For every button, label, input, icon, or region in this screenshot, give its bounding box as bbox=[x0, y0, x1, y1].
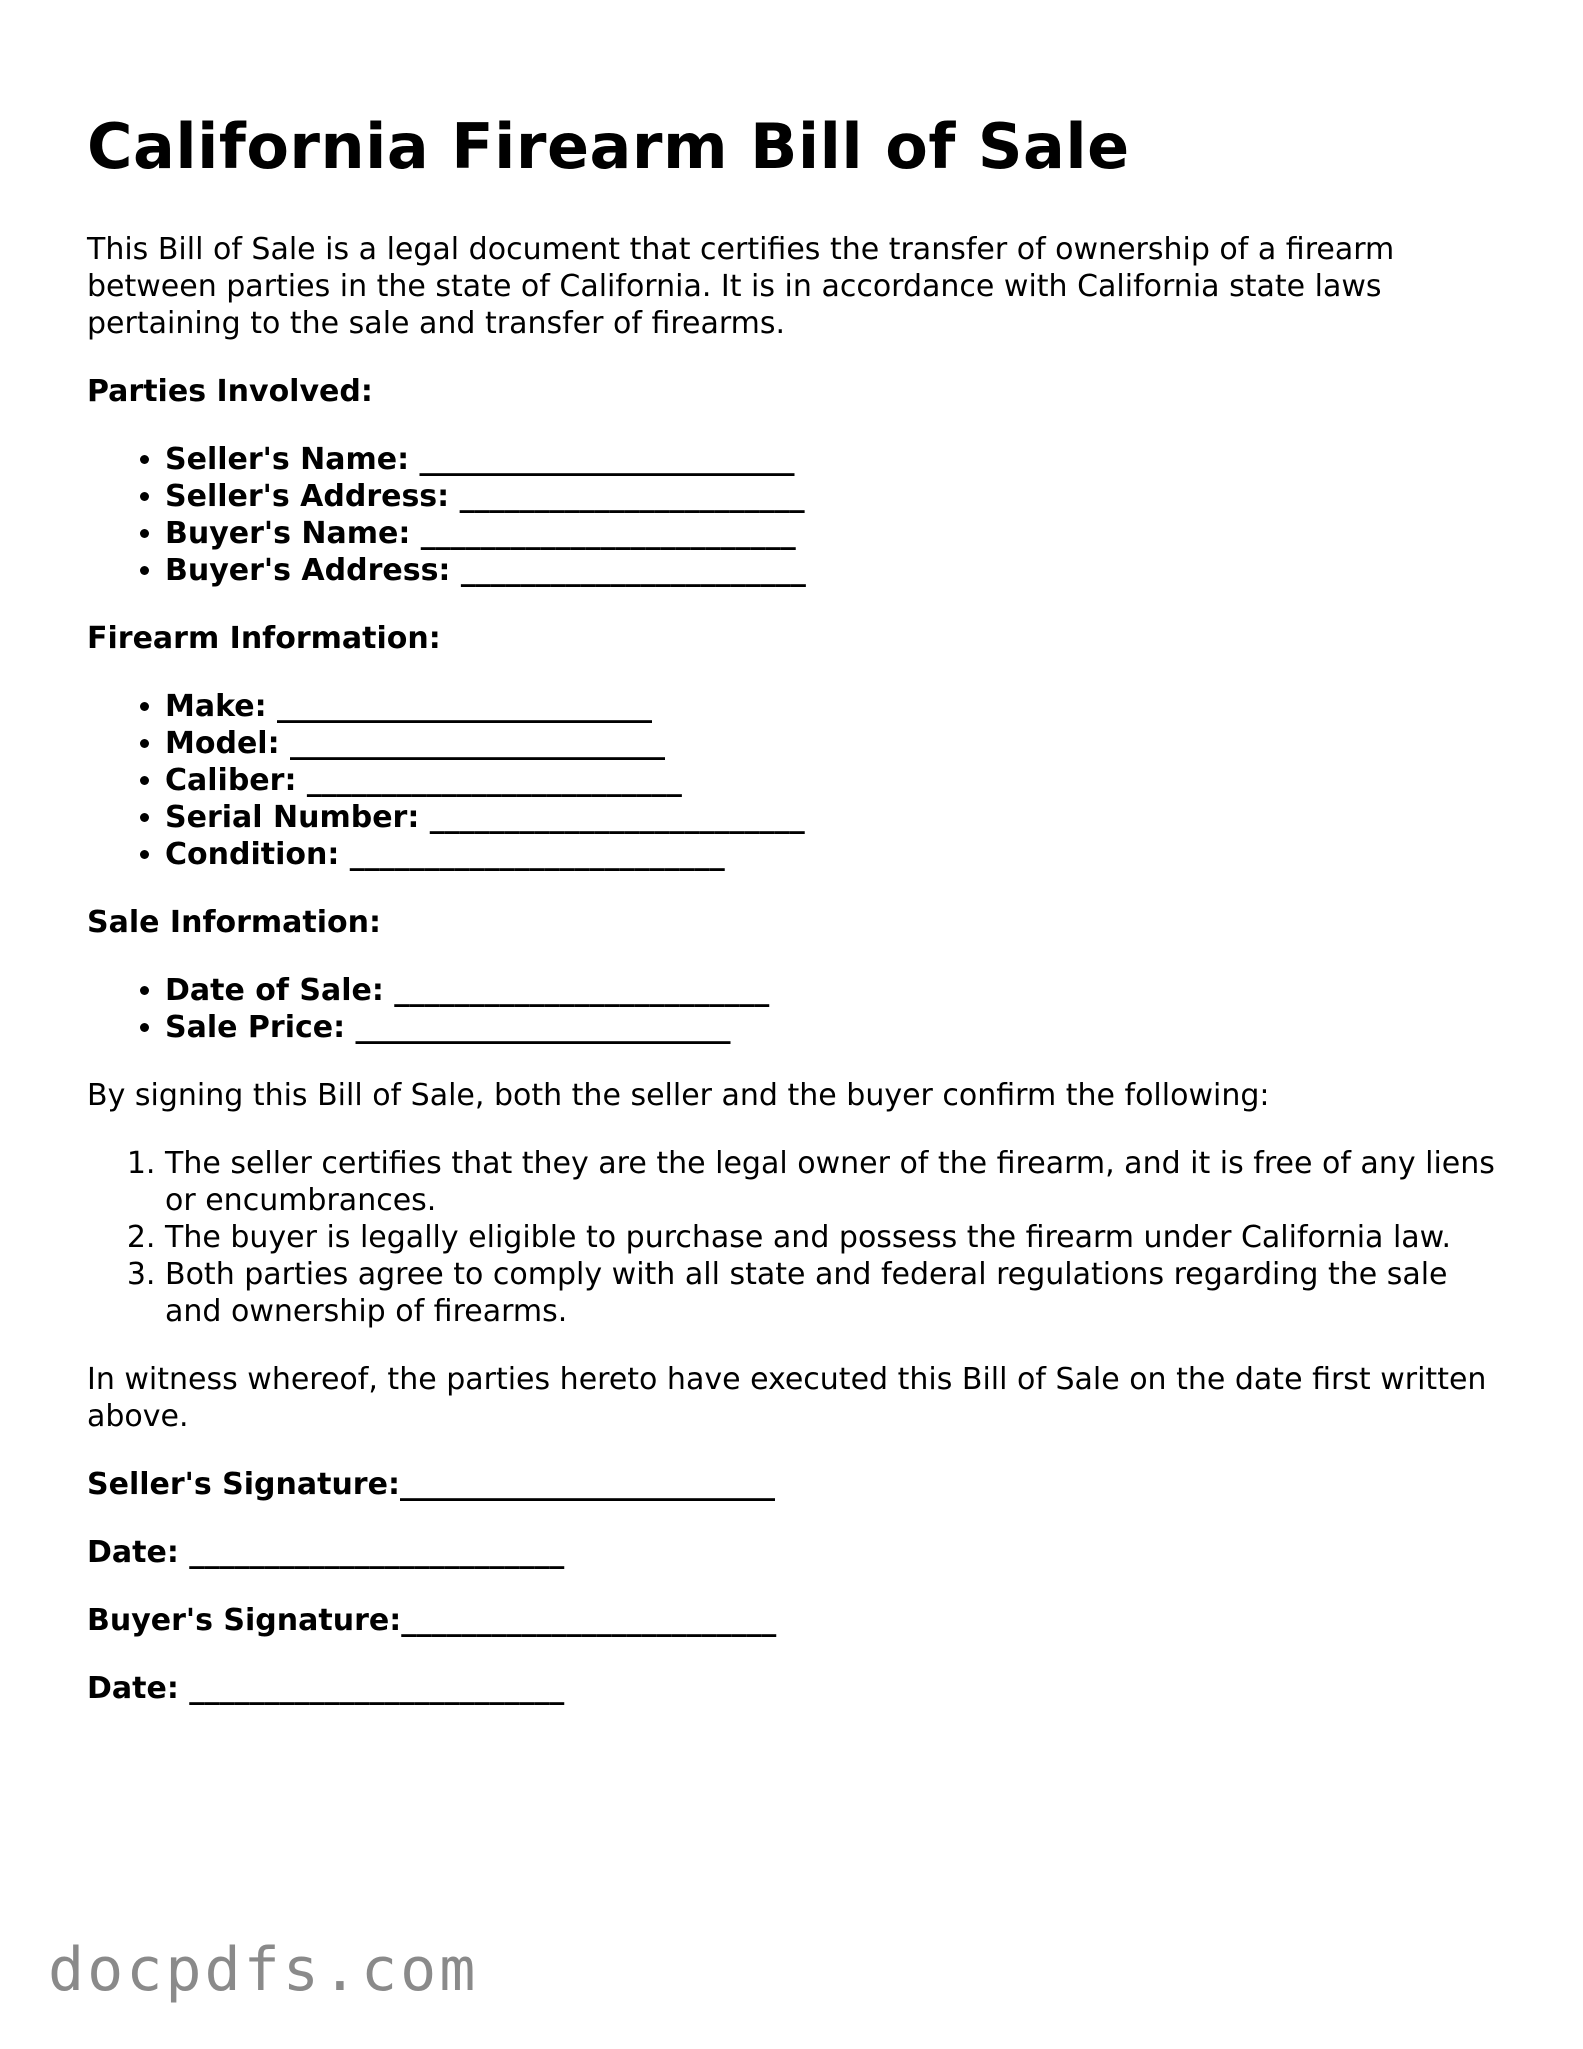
condition-field: • Condition: _________________________ bbox=[165, 836, 1507, 873]
confirm-intro-paragraph: By signing this Bill of Sale, both the seller and the buyer confirm the following: bbox=[87, 1078, 1270, 1113]
confirmation-item: 3. Both parties agree to comply with all state and federal regulations regarding the sale and ownership of firearms. bbox=[165, 1256, 1507, 1330]
seller-name-field: • Seller's Name: _________________________ bbox=[165, 441, 1507, 478]
firearm-heading: Firearm Information: bbox=[87, 621, 441, 656]
parties-list bbox=[87, 441, 1507, 589]
document-title: California Firearm Bill of Sale bbox=[87, 110, 1130, 183]
confirmation-item: 1. The seller certifies that they are the legal owner of the firearm, and it is free of any liens or encumbrances. bbox=[165, 1145, 1507, 1219]
firearm-list bbox=[87, 688, 1507, 873]
model-field: • Model: _________________________ bbox=[165, 725, 1507, 762]
caliber-field: • Caliber: _________________________ bbox=[165, 762, 1507, 799]
buyer-date-line: Date: _________________________ bbox=[87, 1671, 565, 1706]
date-of-sale-field: • Date of Sale: _________________________ bbox=[165, 972, 1507, 1009]
buyer-signature-line: Buyer's Signature:_________________________ bbox=[87, 1603, 777, 1638]
witness-paragraph: In witness whereof, the parties hereto have executed this Bill of Sale on the date first written above. bbox=[87, 1362, 1487, 1434]
watermark: docpdfs.com bbox=[48, 1935, 479, 2005]
sale-heading: Sale Information: bbox=[87, 905, 381, 940]
parties-heading: Parties Involved: bbox=[87, 374, 373, 409]
seller-signature-line: Seller's Signature:_________________________ bbox=[87, 1467, 775, 1502]
confirmation-item: 2. The buyer is legally eligible to purchase and possess the firearm under California law. bbox=[165, 1219, 1507, 1256]
seller-date-line: Date: _________________________ bbox=[87, 1535, 565, 1570]
sale-price-field: • Sale Price: _________________________ bbox=[165, 1009, 1507, 1046]
serial-number-field: • Serial Number: _________________________ bbox=[165, 799, 1507, 836]
buyer-name-field: • Buyer's Name: _________________________ bbox=[165, 515, 1507, 552]
confirmations-list bbox=[87, 1145, 1507, 1330]
intro-paragraph: This Bill of Sale is a legal document that certifies the transfer of ownership of a firearm between parties in the state of California. It is in accordance with California state laws pertaining to the sale and transfer of firearms. bbox=[87, 232, 1395, 341]
seller-address-field: • Seller's Address: _______________________ bbox=[165, 478, 1507, 515]
make-field: • Make: _________________________ bbox=[165, 688, 1507, 725]
sale-list bbox=[87, 972, 1507, 1046]
document-page bbox=[87, 105, 1507, 1738]
buyer-address-field: • Buyer's Address: _______________________ bbox=[165, 552, 1507, 589]
